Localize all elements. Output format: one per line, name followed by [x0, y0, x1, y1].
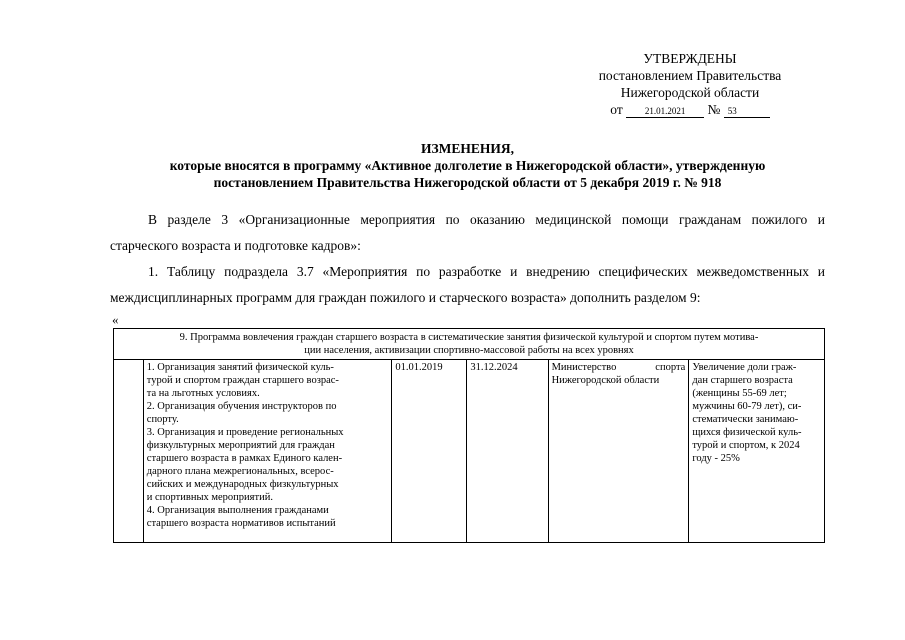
- executor-word: Министерство: [551, 362, 617, 373]
- result-line: стематически занимаю-: [692, 414, 799, 425]
- approval-line: УТВЕРЖДЕНЫ: [643, 51, 737, 66]
- paragraph-line: старческого возраста и подготовке кадров»:: [110, 238, 361, 253]
- row-number-cell: [114, 360, 144, 543]
- executor-cell: [548, 360, 689, 543]
- approval-line: Нижегородской области: [620, 85, 760, 100]
- paragraph-line: В разделе 3 «Организационные мероприятия по оказанию медицинской помощи гражданам пожилого и: [148, 212, 825, 227]
- activity-line: дарного плана межрегиональных, всерос-: [146, 466, 334, 477]
- document-title: [110, 140, 825, 191]
- activity-line: и спортивных мероприятий.: [146, 492, 273, 503]
- end-date-cell: 31.12.2024: [467, 360, 548, 543]
- activity-line: старшего возраста в рамках Единого кален-: [146, 453, 343, 464]
- activity-line: сийских и международных физкультурных: [146, 479, 339, 490]
- table-row: [114, 360, 825, 543]
- approval-number: 53: [724, 105, 770, 118]
- activity-line: физкультурных мероприятий для граждан: [146, 440, 335, 451]
- paragraph-line: междисциплинарных программ для граждан пожилого и старческого возраста» дополнить разделом 9:: [110, 290, 701, 305]
- section-heading: [114, 329, 825, 360]
- executor-line: [552, 361, 686, 374]
- section-row: [114, 329, 825, 360]
- paragraph-table-addition: [110, 259, 825, 311]
- activity-line: 1. Организация занятий физической куль-: [146, 362, 334, 373]
- approval-date-line: [590, 101, 790, 118]
- result-line: Увеличение доли граж-: [692, 362, 797, 373]
- activity-line: 4. Организация выполнения гражданами: [146, 505, 329, 516]
- paragraph-section-3: [110, 207, 825, 259]
- approval-line: постановлением Правительства: [598, 68, 782, 83]
- approval-stamp: [590, 50, 790, 118]
- activity-line: старшего возраста нормативов испытаний: [146, 518, 336, 529]
- executor-word: спорта: [655, 362, 686, 373]
- result-line: (женщины 55-69 лет;: [692, 388, 787, 399]
- executor-line: Нижегородской области: [551, 375, 660, 386]
- title-heading: ИЗМЕНЕНИЯ,: [420, 141, 514, 156]
- activity-line: турой и спортом граждан старшего возрас-: [146, 375, 339, 386]
- program-table: [113, 328, 825, 543]
- title-line: постановлением Правительства Нижегородской области от 5 декабря 2019 г. № 918: [213, 175, 722, 190]
- number-label: №: [707, 102, 721, 117]
- section-line: 9. Программа вовлечения граждан старшего возраста в систематические занятия физической культурой и спортом путем мотива-: [179, 332, 759, 343]
- activity-line: 2. Организация обучения инструкторов по: [146, 401, 337, 412]
- result-line: дан старшего возраста: [692, 375, 793, 386]
- title-line: которые вносятся в программу «Активное долголетие в Нижегородской области», утвержденную: [169, 158, 766, 173]
- result-line: турой и спортом, к 2024: [692, 440, 800, 451]
- activity-line: та на льготных условиях.: [146, 388, 260, 399]
- section-line: ции населения, активизации спортивно-массовой работы на всех уровнях: [304, 345, 634, 356]
- approval-date: 21.01.2021: [626, 105, 704, 118]
- paragraph-line: 1. Таблицу подраздела 3.7 «Мероприятия по разработке и внедрению специфических межведомственных и: [148, 264, 825, 279]
- activity-line: 3. Организация и проведение региональных: [146, 427, 344, 438]
- result-line: году - 25%: [692, 453, 740, 464]
- start-date-cell: 01.01.2019: [392, 360, 467, 543]
- activities-cell: [143, 360, 392, 543]
- result-line: мужчины 60-79 лет), си-: [692, 401, 802, 412]
- result-line: щихся физической куль-: [692, 427, 802, 438]
- quote-open: «: [112, 312, 119, 327]
- result-cell: [689, 360, 825, 543]
- from-label: от: [610, 102, 623, 117]
- activity-line: спорту.: [146, 414, 179, 425]
